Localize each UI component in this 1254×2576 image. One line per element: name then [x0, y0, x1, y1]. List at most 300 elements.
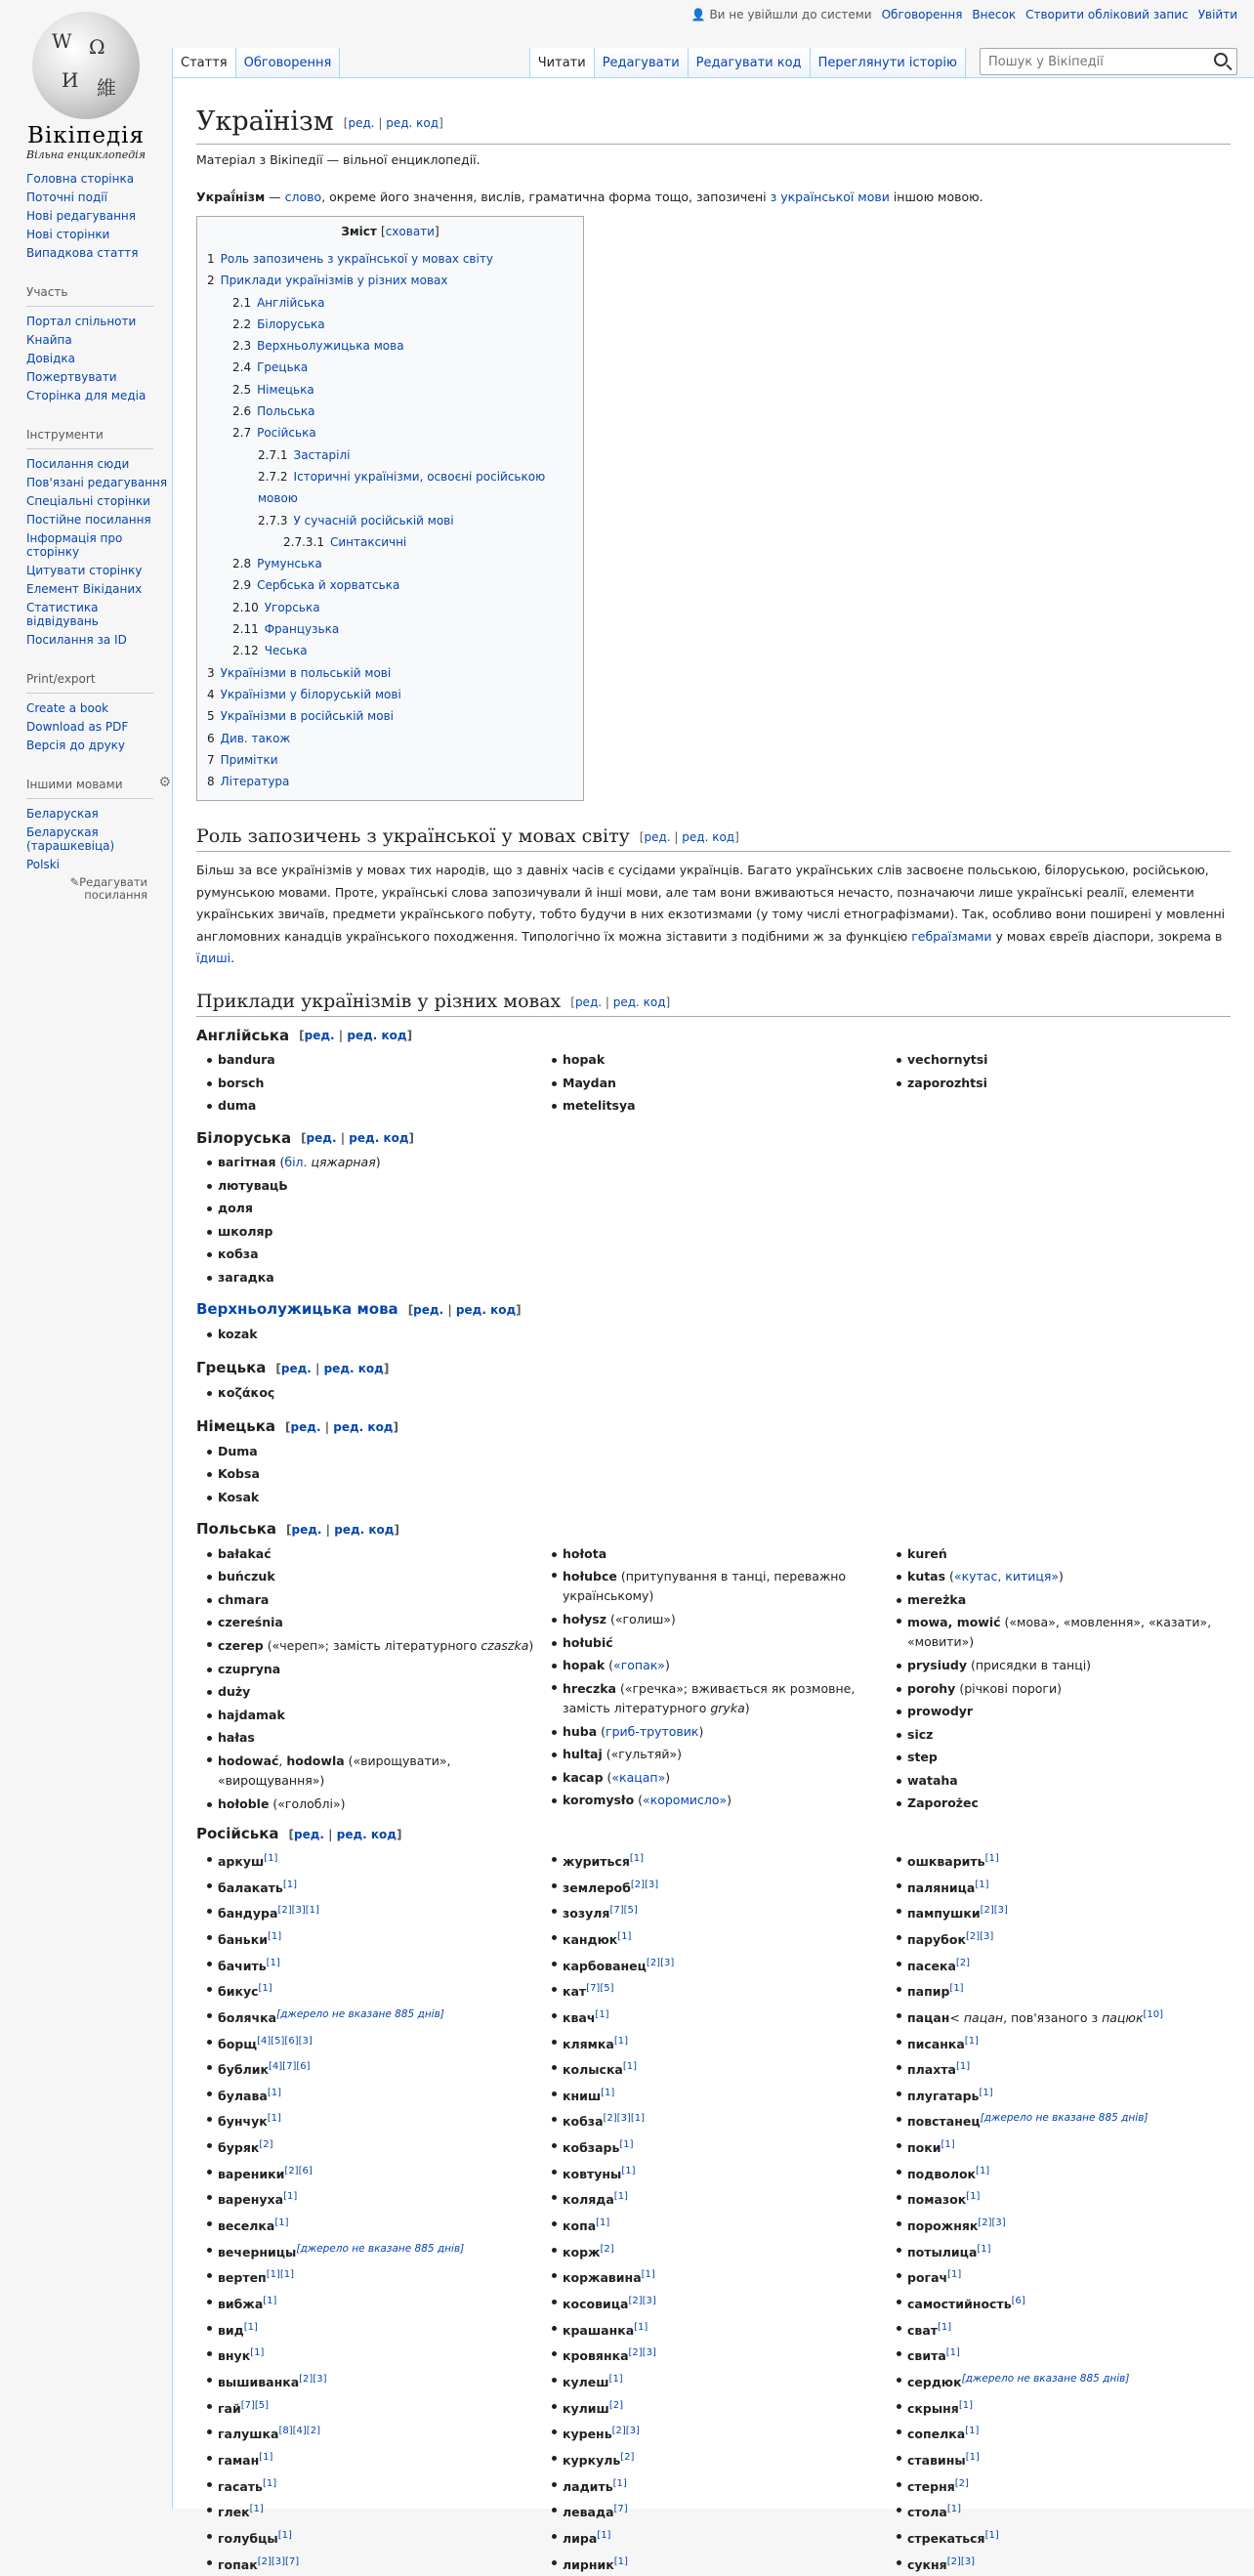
list-item: балакать[1]	[196, 1874, 541, 1900]
footnote-ref[interactable]: [1]	[975, 1879, 989, 1890]
list-item: зозуля[7][5]	[541, 1899, 886, 1925]
logo-tagline: Вільна енциклопедія	[26, 148, 146, 161]
list-item: chmara	[196, 1588, 541, 1612]
sidebar-participate	[26, 281, 172, 402]
list-item: vechornytsi	[886, 1048, 1231, 1072]
list-item: bandura	[196, 1048, 541, 1072]
sidebar-item-create-book[interactable]: Create a book	[26, 701, 109, 715]
edit-link[interactable]: ред.	[280, 1361, 312, 1375]
footnote-ref[interactable]: [1]	[283, 2191, 298, 2203]
list-item: квач[1]	[541, 2004, 886, 2030]
footnote-ref[interactable]: [1]	[266, 1957, 280, 1968]
list-item: плахта[1]	[886, 2055, 1231, 2082]
link-kacap[interactable]: «кацап»	[611, 1769, 666, 1785]
subsection-heading: Російська [ред. | ред. код]	[196, 1825, 402, 1843]
search-icon[interactable]	[1214, 53, 1228, 66]
list-item: куркуль[2]	[541, 2446, 886, 2472]
sidebar-item-main-page[interactable]: Головна сторінка	[26, 172, 135, 186]
list-item: повстанец[джерело не вказане 885 днів]	[886, 2107, 1231, 2133]
list-item: рогач[1]	[886, 2263, 1231, 2290]
footnote-ref[interactable]: [1]	[613, 2191, 628, 2203]
list-item: левада[7]	[541, 2498, 886, 2524]
footnote-ref[interactable]: [2]	[259, 2139, 273, 2151]
sidebar-item-download-pdf[interactable]: Download as PDF	[26, 720, 129, 734]
list-item: карбованец[2][3]	[541, 1952, 886, 1978]
list-item: глек[1]	[196, 2498, 541, 2524]
page-title: Українізм [ред. | ред. код]	[196, 104, 1231, 145]
footnote-ref[interactable]: [1]	[267, 2087, 281, 2098]
sidebar-item-recent-changes[interactable]: Нові редагування	[26, 209, 136, 223]
list-item: аркуш[1]	[196, 1847, 541, 1874]
footnote-ref[interactable]: [1]	[613, 2555, 628, 2567]
footnote-ref[interactable]: [1]	[282, 1879, 297, 1890]
footnote-ref[interactable]: [7][5]	[609, 1905, 638, 1917]
toc-title: Зміст [сховати]	[341, 225, 439, 238]
sidebar-item-current-events[interactable]: Поточні події	[26, 190, 107, 204]
list-item: паляница[1]	[886, 1874, 1231, 1900]
user-status: 👤 Ви не увійшли до системи	[690, 8, 872, 21]
list-item: кобзарь[1]	[541, 2133, 886, 2160]
footnote-ref[interactable]: [1][1]	[266, 2269, 295, 2281]
toc-item[interactable]: 2.7.1 Застарілі	[258, 447, 351, 462]
list-item: плугатарь[1]	[886, 2082, 1231, 2108]
list-item: бандура[2][3][1]	[196, 1899, 541, 1925]
list-item: hopak («гопак»)	[541, 1654, 886, 1677]
footnote-ref[interactable]: [2][3]	[628, 2296, 656, 2307]
link-hebraisms[interactable]: гебраїзмами	[911, 928, 992, 944]
subsection-heading[interactable]: Верхньолужицька мова [ред. | ред. код]	[196, 1300, 522, 1319]
list-item: ковтуны[1]	[541, 2160, 886, 2186]
list-item: парубок[2][3]	[886, 1925, 1231, 1952]
edit-link[interactable]: ред.	[304, 1029, 335, 1043]
list-item: писанка[1]	[886, 2030, 1231, 2056]
footnote-ref[interactable]: [2][3]	[299, 2374, 327, 2386]
sidebar-item-community-portal[interactable]: Портал спільноти	[26, 315, 137, 328]
footnote-ref[interactable]: [2][3]	[630, 1879, 659, 1890]
list-item: самостийность[6]	[886, 2290, 1231, 2316]
personal-talk-link[interactable]: Обговорення	[881, 8, 963, 21]
footnote-ref[interactable]: [10]	[1143, 2008, 1164, 2020]
sidebar-heading: Участь	[26, 281, 153, 307]
toc-item[interactable]: 2.10 Угорська	[232, 600, 320, 614]
footnote-ref[interactable]: [7]	[613, 2504, 628, 2515]
list-item: колыска[1]	[541, 2055, 886, 2082]
site-subtitle: Матеріал з Вікіпедії — вільної енциклопедії.	[196, 151, 481, 167]
footnote-ref[interactable]: [2]	[620, 2452, 635, 2464]
footnote-ref[interactable]: [1]	[608, 2374, 623, 2386]
edit-link[interactable]: ред.	[644, 830, 671, 845]
list-item: сват[1]	[886, 2316, 1231, 2343]
sidebar-item-cite[interactable]: Цитувати сторінку	[26, 564, 143, 577]
footnote-ref[interactable]: [1]	[613, 2035, 628, 2047]
toc-item[interactable]: 5 Українізми в російській мові	[207, 709, 394, 724]
list-item: Kobsa	[196, 1462, 544, 1486]
footnote-ref[interactable]: [1]	[250, 2347, 265, 2359]
subsection-heading: Німецька [ред. | ред. код]	[196, 1417, 398, 1436]
footnote-ref[interactable]: [2][3]	[611, 2426, 640, 2437]
list-item: кат[7][5]	[541, 1977, 886, 2004]
list-item: свита[1]	[886, 2342, 1231, 2368]
toc-item[interactable]: 4 Українізми у білоруській мові	[207, 687, 401, 701]
footnote-ref[interactable]: [2][3]	[980, 1905, 1008, 1917]
word-columns	[196, 1847, 1231, 2576]
footnote-ref[interactable]: [1]	[601, 2087, 615, 2098]
gear-icon[interactable]: ⚙	[158, 775, 171, 790]
footnote-ref[interactable]: [1]	[243, 2321, 258, 2333]
sidebar-item-random-article[interactable]: Випадкова стаття	[26, 246, 139, 260]
footnote-ref[interactable]: [2][3][1]	[277, 1905, 319, 1917]
personal-tools	[691, 8, 1237, 21]
login-link[interactable]: Увійти	[1197, 8, 1237, 21]
footnote-ref[interactable]: [1]	[984, 2529, 999, 2541]
toc-item[interactable]: 2.2 Білоруська	[232, 317, 325, 331]
view-tabs	[529, 48, 1237, 77]
list-item: булава[1]	[196, 2082, 541, 2108]
sidebar-item-donate[interactable]: Пожертвувати	[26, 370, 117, 384]
list-item: землероб[2][3]	[541, 1874, 886, 1900]
footnote-ref[interactable]: [8][4][2]	[278, 2426, 320, 2437]
create-account-link[interactable]: Створити обліковий запис	[1025, 8, 1189, 21]
footnote-ref[interactable]: [1]	[596, 2217, 610, 2229]
list-item: крашанка[1]	[541, 2316, 886, 2343]
footnote-ref[interactable]: [2]	[954, 2477, 969, 2489]
sidebar-item-wikidata[interactable]: Елемент Вікіданих	[26, 582, 143, 596]
list-item: mowa, mowić («мова», «мовлення», «казати», «мовити»)	[886, 1611, 1231, 1654]
sidebar-languages	[26, 774, 172, 902]
edit-source-link[interactable]: ред. код	[386, 115, 439, 130]
toc-list	[207, 248, 573, 792]
footnote-ref[interactable]: [1]	[947, 2269, 962, 2281]
list-item: буряк[2]	[196, 2133, 541, 2160]
footnote-ref[interactable]: [1]	[977, 2243, 991, 2255]
link-bel[interactable]: біл.	[284, 1155, 308, 1170]
list-item: kureń	[886, 1542, 1231, 1566]
toc-item[interactable]: 2.12 Чеська	[232, 644, 308, 658]
toc-item[interactable]: 3 Українізми в польській мові	[207, 665, 392, 680]
list-item: копа[1]	[541, 2212, 886, 2238]
list-item: borsch	[196, 1072, 541, 1095]
footnote-ref[interactable]: [1]	[267, 1930, 282, 1942]
tab-edit[interactable]: Редагувати	[595, 48, 689, 77]
footnote-ref[interactable]: [2]	[608, 2399, 623, 2411]
list-item: поки[1]	[886, 2133, 1231, 2160]
list-item: книш[1]	[541, 2082, 886, 2108]
edit-source-link[interactable]: ред. код	[323, 1361, 384, 1375]
footnote-ref[interactable]: [4][5][6][3]	[257, 2035, 313, 2047]
tab-read[interactable]: Читати	[529, 48, 595, 77]
lead-paragraph: Украї́нізм — слово, окреме його значення, вислів, граматична форма тощо, запозичені з української мови іншою мовою.	[196, 189, 983, 204]
edit-source-link[interactable]: ред. код	[455, 1302, 517, 1317]
link-huba[interactable]: гриб-трутовик	[606, 1723, 699, 1739]
footnote-ref[interactable]: [1]	[619, 2139, 634, 2151]
list-item: кровянка[2][3]	[541, 2342, 886, 2368]
footnote-ref[interactable]: [1]	[976, 2165, 990, 2176]
toc-item[interactable]: 7 Примітки	[207, 752, 278, 767]
sidebar-item-help[interactable]: Довідка	[26, 352, 76, 365]
list-item: step	[886, 1746, 1231, 1769]
edit-link[interactable]: ред.	[306, 1131, 337, 1146]
list-item: hołota	[541, 1542, 886, 1566]
toc-item[interactable]: 2.6 Польська	[232, 404, 315, 419]
toc-item[interactable]: 2 Приклади українізмів у різних мовах	[207, 274, 448, 288]
edit-interlanguage-links[interactable]: ✎Редагувати посилання	[69, 875, 147, 902]
search-input[interactable]	[981, 49, 1195, 74]
puzzle-globe-icon: W Ω И 維	[32, 12, 140, 119]
list-item: скрыня[1]	[886, 2394, 1231, 2421]
toc-item[interactable]: 6 Див. також	[207, 731, 291, 745]
footnote-ref[interactable]: [1]	[955, 2061, 971, 2073]
list-item: борщ[4][5][6][3]	[196, 2030, 541, 2056]
footnote-ref[interactable]: [1]	[595, 2008, 609, 2020]
edit-link[interactable]: ред.	[294, 1827, 324, 1841]
footnote-ref[interactable]: [1]	[641, 2269, 655, 2281]
edit-source-link[interactable]: ред. код	[334, 1522, 395, 1537]
list-item: кандюк[1]	[541, 1925, 886, 1952]
section-paragraph: Більш за все українізмів у мовах тих народів, що з давніх часів є сусідами українців. Багато українських слів засвоєне польською, білоруською, російською, румунською мовами. Проте, українські слова запозичували й інші мови, але там вони вживаються нечасто, позначаючи лише українські реалії, елементи українських звичаїв, предмети українського побуту, тобто будучи в них екзотизмами (у тому числі етнографізмами). Так, особливо вони поширені у мовленні англомовних канадців українського походження. Типологічно їх можна зіставити з подібними ж за функцією гебраїзмами у мовах євреїв діаспори, зокрема в їдиші.	[196, 863, 1226, 966]
footnote-ref[interactable]: [2]	[600, 2243, 614, 2255]
footnote-ref[interactable]: [1]	[634, 2321, 648, 2333]
list-item: hultaj («гультяй»)	[541, 1743, 886, 1766]
list-item: mereżka	[886, 1588, 1231, 1612]
toc-item[interactable]: 8 Література	[207, 775, 290, 789]
pencil-icon: ✎	[69, 875, 80, 889]
sidebar-item-village-pump[interactable]: Кнайпа	[26, 333, 72, 347]
list-item: сопелка[1]	[886, 2420, 1231, 2446]
list-item: вибжа[1]	[196, 2290, 541, 2316]
list-item: hołubić	[541, 1631, 886, 1655]
sidebar-item-pageviews[interactable]: Статистика відвідувань	[26, 601, 99, 628]
list-item: клямка[1]	[541, 2030, 886, 2056]
footnote-ref[interactable]: [4][7][6]	[269, 2061, 311, 2073]
footnote-ref[interactable]: [1]	[984, 1852, 999, 1864]
list-item: duma	[196, 1094, 541, 1118]
footnote-ref[interactable]: [2][6]	[284, 2165, 313, 2176]
footnote-ref[interactable]: [1]	[267, 2113, 281, 2125]
subsection-heading: Грецька [ред. | ред. код]	[196, 1359, 390, 1377]
tab-article[interactable]: Стаття	[172, 48, 236, 77]
list-item: watаha	[886, 1769, 1231, 1793]
footnote-ref[interactable]: [1]	[263, 2296, 277, 2307]
edit-source-link[interactable]: ред. код	[349, 1131, 409, 1146]
list-item: пампушки[2][3]	[886, 1899, 1231, 1925]
toc-item[interactable]: 2.4 Грецька	[232, 360, 309, 375]
word-columns	[196, 1542, 1231, 1816]
toc-hide-toggle[interactable]: сховати	[385, 225, 435, 238]
list-item: порожняк[2][3]	[886, 2212, 1231, 2238]
citation-needed[interactable]: [джерело не вказане 885 днів]	[961, 2373, 1130, 2386]
list-item: metelitsya	[541, 1094, 886, 1118]
list-item: huba (гриб-трутовик)	[541, 1720, 886, 1744]
footnote-ref[interactable]: [1]	[965, 2452, 980, 2464]
footnote-ref[interactable]: [1]	[964, 2035, 979, 2047]
list-item: ладить[1]	[541, 2472, 886, 2499]
footnote-ref[interactable]: [1]	[617, 1930, 632, 1942]
footnote-ref[interactable]: [2][3][1]	[603, 2113, 645, 2125]
footnote-ref[interactable]: [2][3]	[965, 1930, 994, 1942]
footnote-ref[interactable]: [2][3][7]	[257, 2555, 300, 2567]
edit-source-link[interactable]: ред. код	[336, 1827, 397, 1841]
tab-talk[interactable]: Обговорення	[236, 48, 341, 77]
sidebar-item-upload[interactable]: Сторінка для медіа	[26, 389, 146, 402]
edit-source-link[interactable]: ред. код	[682, 830, 735, 845]
list-item: prysiudy (присядки в танці)	[886, 1654, 1231, 1677]
link-hopak[interactable]: «гопак»	[613, 1658, 665, 1673]
user-icon: 👤	[690, 8, 706, 21]
list-item: гай[7][5]	[196, 2394, 541, 2421]
footnote-ref[interactable]: [2][3]	[946, 2555, 976, 2567]
list-item: buńczuk	[196, 1565, 541, 1588]
footnote-ref[interactable]: [1]	[629, 1852, 645, 1864]
toc-item[interactable]: 2.7.3 У сучасній російській мові	[258, 513, 454, 528]
edit-link[interactable]: ред.	[413, 1302, 444, 1317]
sidebar-item-page-info[interactable]: Інформація про сторінку	[26, 531, 123, 559]
list-item: ошкварить[1]	[886, 1847, 1231, 1874]
footnote-ref[interactable]: [1]	[258, 1983, 272, 1995]
word-columns	[196, 1048, 1231, 1118]
toc-item[interactable]: 2.3 Верхньолужицька мова	[232, 339, 404, 354]
sidebar-item-special-pages[interactable]: Спеціальні сторінки	[26, 494, 150, 508]
list-item: вертеп[1][1]	[196, 2263, 541, 2290]
footnote-ref[interactable]: [1]	[622, 2061, 638, 2073]
footnote-ref[interactable]: [2][3]	[628, 2347, 656, 2359]
sidebar-lang-be[interactable]: Беларуская	[26, 807, 99, 821]
sidebar-heading: Інструменти	[26, 424, 153, 449]
sidebar-item-permanent-link[interactable]: Постійне посилання	[26, 513, 151, 527]
link-yiddish[interactable]: їдиші	[196, 950, 231, 966]
sidebar-item-link-by-id[interactable]: Посилання за ID	[26, 633, 127, 647]
sidebar-lang-be-tarask[interactable]: Беларуская (тарашкевіца)	[26, 825, 115, 853]
toc-item[interactable]: 1 Роль запозичень з української у мовах світу	[207, 252, 493, 266]
tab-edit-source[interactable]: Редагувати код	[689, 48, 811, 77]
list-item: bałakać	[196, 1542, 541, 1566]
edit-link[interactable]: ред.	[290, 1419, 321, 1434]
footnote-ref[interactable]: [7][5]	[240, 2399, 270, 2411]
list-item: бунчук[1]	[196, 2107, 541, 2133]
footnote-ref[interactable]: [1]	[965, 2426, 980, 2437]
footnote-ref[interactable]: [1]	[612, 2477, 627, 2489]
toc-item[interactable]: 2.8 Румунська	[232, 557, 322, 571]
sidebar-lang-pl[interactable]: Polski	[26, 858, 61, 871]
footnote-ref[interactable]: [1]	[946, 2504, 962, 2515]
link-slovo[interactable]: слово	[284, 189, 322, 204]
list-item: кулиш[2]	[541, 2394, 886, 2421]
sidebar-print	[26, 668, 172, 752]
list-item: кулеш[1]	[541, 2368, 886, 2394]
footnote-ref[interactable]: [1]	[979, 2087, 993, 2098]
edit-link[interactable]: ред.	[574, 994, 603, 1009]
personal-contributions-link[interactable]: Внесок	[972, 8, 1017, 21]
list-item: галушка[8][4][2]	[196, 2420, 541, 2446]
footnote-ref[interactable]: [1]	[949, 1983, 964, 1995]
footnote-ref[interactable]: [1]	[945, 2347, 960, 2359]
sidebar-item-what-links-here[interactable]: Посилання сюди	[26, 457, 130, 471]
sidebar	[0, 172, 172, 923]
toc-item[interactable]: 2.9 Сербська й хорватська	[232, 578, 400, 593]
list-item: кобза[2][3][1]	[541, 2107, 886, 2133]
footnote-ref[interactable]: [2]	[955, 1957, 971, 1968]
list-item: hreczka («гречка»; вживається як розмовне, замість літературного gryka)	[541, 1677, 886, 1720]
citation-needed[interactable]: [джерело не вказане 885 днів]	[980, 2112, 1149, 2125]
list-item: потылица[1]	[886, 2238, 1231, 2264]
wikipedia-logo[interactable]	[0, 0, 172, 161]
subsection-heading: Англійська [ред. | ред. код]	[196, 1026, 413, 1044]
sidebar-heading: Іншими мовами ⚙	[26, 774, 153, 799]
edit-source-link[interactable]: ред. код	[612, 994, 666, 1009]
list-item: внук[1]	[196, 2342, 541, 2368]
list-item: баньки[1]	[196, 1925, 541, 1952]
footnote-ref[interactable]: [6]	[1011, 2296, 1025, 2307]
list-item: Maydan	[541, 1072, 886, 1095]
list-item: подволок[1]	[886, 2160, 1231, 2186]
list-item: prowodyr	[886, 1700, 1231, 1723]
footnote-ref[interactable]: [1]	[264, 1852, 278, 1864]
list-item: курень[2][3]	[541, 2420, 886, 2446]
edit-source-link[interactable]: ред. код	[347, 1029, 407, 1043]
edit-source-link[interactable]: ред. код	[333, 1419, 394, 1434]
edit-link[interactable]: ред.	[291, 1522, 322, 1537]
toc-item[interactable]: 2.7.2 Історичні українізми, освоєні російською мовою	[258, 469, 546, 506]
list-item: болячка[джерело не вказане 885 днів]	[196, 2004, 541, 2030]
sidebar-item-printable[interactable]: Версія до друку	[26, 739, 126, 752]
list-item: бикус[1]	[196, 1977, 541, 2004]
footnote-ref[interactable]: [2][3]	[978, 2217, 1006, 2229]
link-kutas[interactable]: «кутас, китиця»	[953, 1569, 1060, 1584]
footnote-ref[interactable]: [1]	[958, 2399, 973, 2411]
footnote-ref[interactable]: [1]	[249, 2504, 264, 2515]
link-koromyslo[interactable]: «коромисло»	[643, 1793, 728, 1808]
list-item: ставины[1]	[886, 2446, 1231, 2472]
footnote-ref[interactable]: [1]	[277, 2529, 292, 2541]
citation-needed[interactable]: [джерело не вказане 885 днів]	[276, 2007, 444, 2020]
toc-item[interactable]: 2.5 Німецька	[232, 382, 314, 397]
footnote-ref[interactable]: [1]	[262, 2477, 277, 2489]
search-box	[980, 48, 1237, 75]
list-item: Kosak	[196, 1486, 544, 1509]
toc-item[interactable]: 2.11 Французька	[232, 622, 340, 637]
list-item: коляда[1]	[541, 2185, 886, 2212]
footnote-ref[interactable]: [1]	[259, 2452, 273, 2464]
edit-link[interactable]: ред.	[348, 115, 375, 130]
subsection-heading: Польська [ред. | ред. код]	[196, 1520, 399, 1539]
footnote-ref[interactable]: [2][3]	[646, 1957, 675, 1968]
list-item: бублик[4][7][6]	[196, 2055, 541, 2082]
list-item: косовица[2][3]	[541, 2290, 886, 2316]
list-item: пасека[2]	[886, 1952, 1231, 1978]
sidebar-item-related-changes[interactable]: Пов'язані редагування	[26, 476, 168, 489]
footnote-ref[interactable]: [1]	[597, 2529, 611, 2541]
tab-history[interactable]: Переглянути історію	[811, 48, 966, 77]
list-item: kozak	[196, 1323, 544, 1346]
list-item: porohy (річкові пороги)	[886, 1677, 1231, 1701]
footnote-ref[interactable]: [1]	[940, 2139, 955, 2151]
citation-needed[interactable]: [джерело не вказане 885 днів]	[296, 2242, 465, 2255]
list-item: загадка	[196, 1266, 782, 1289]
footnote-ref[interactable]: [1]	[966, 2191, 981, 2203]
footnote-ref[interactable]: [1]	[938, 2321, 952, 2333]
toc-item[interactable]: 2.1 Англійська	[232, 295, 325, 310]
toc-item[interactable]: 2.7 Російська	[232, 426, 316, 441]
sidebar-item-new-pages[interactable]: Нові сторінки	[26, 228, 110, 241]
footnote-ref[interactable]: [1]	[621, 2165, 636, 2176]
list-item: вид[1]	[196, 2316, 541, 2343]
list-item: hołoble («голоблі»)	[196, 1793, 541, 1816]
toc-item[interactable]: 2.7.3.1 Синтаксичні	[283, 534, 407, 549]
list-item: варенуха[1]	[196, 2185, 541, 2212]
list-item: czereśnia	[196, 1611, 541, 1634]
footnote-ref[interactable]: [1]	[274, 2217, 289, 2229]
link-ukrainian[interactable]: з української мови	[770, 189, 890, 204]
footnote-ref[interactable]: [7][5]	[586, 1983, 614, 1995]
